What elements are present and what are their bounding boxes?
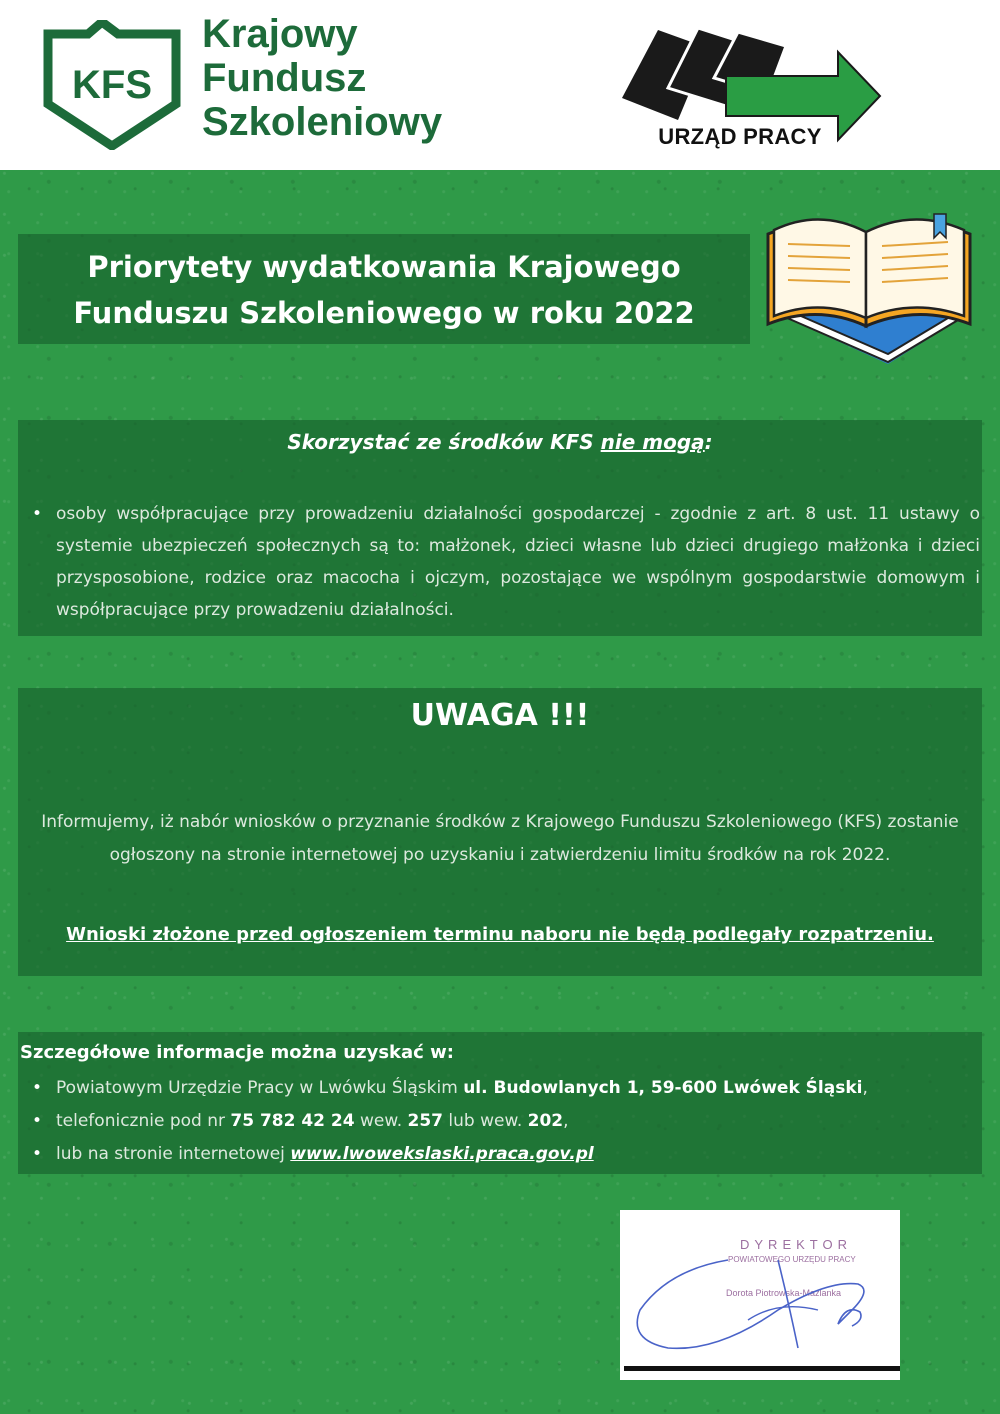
header bbox=[0, 0, 1000, 170]
stamp-title: DYREKTOR bbox=[740, 1237, 852, 1252]
kfs-name-line: Szkoleniowy bbox=[202, 100, 443, 144]
warning-body: Informujemy, iż nabór wniosków o przyznanie środków z Krajowego Funduszu Szkoleniowego (KFS) zostanie ogłoszony na stronie internetowej po uzyskaniu i zatwierdzeniu limitu środków na rok 2022. bbox=[41, 812, 959, 865]
phone-suffix: , bbox=[563, 1111, 569, 1131]
warning-note: Wnioski złożone przed ogłoszeniem terminu naboru nie będą podlegały rozpatrzeniu. bbox=[66, 924, 934, 945]
exclusions-heading-suffix: : bbox=[704, 430, 713, 454]
phone-prefix: telefonicznie pod nr bbox=[56, 1111, 231, 1131]
list-item bbox=[56, 1072, 980, 1105]
phone-number: 75 782 42 24 bbox=[230, 1111, 355, 1131]
handwritten-signature bbox=[628, 1240, 878, 1360]
office-address: ul. Budowlanych 1, 59-600 Lwówek Śląski bbox=[463, 1078, 863, 1098]
office-prefix: Powiatowym Urzędzie Pracy w Lwówku Śląskim bbox=[56, 1078, 464, 1098]
office-suffix: , bbox=[862, 1078, 868, 1098]
warning-panel bbox=[18, 688, 982, 976]
phone-ext-1: 257 bbox=[407, 1111, 444, 1131]
kfs-logo-text: KFS bbox=[72, 63, 152, 107]
book-icon bbox=[738, 194, 978, 384]
warning-heading: UWAGA !!! bbox=[410, 698, 590, 733]
title-line: Funduszu Szkoleniowego w roku 2022 bbox=[73, 296, 695, 330]
phone-ext-2: 202 bbox=[527, 1111, 564, 1131]
page-title bbox=[18, 244, 750, 336]
kfs-name bbox=[202, 12, 442, 144]
exclusions-panel bbox=[18, 420, 982, 636]
urzad-pracy-label: URZĄD PRACY bbox=[658, 124, 822, 149]
kfs-name-line: Krajowy bbox=[202, 12, 358, 56]
exclusions-heading-emphasis: nie mogą bbox=[600, 430, 705, 454]
stamp-organization: POWIATOWEGO URZĘDU PRACY bbox=[728, 1255, 856, 1264]
title-panel bbox=[18, 234, 750, 344]
title-line: Priorytety wydatkowania Krajowego bbox=[87, 250, 681, 284]
exclusions-heading-prefix: Skorzystać ze środków KFS bbox=[287, 430, 601, 454]
list-item bbox=[56, 1105, 980, 1138]
exclusions-list bbox=[56, 498, 980, 626]
phone-or: lub wew. bbox=[443, 1111, 528, 1131]
stamp-name: Dorota Piotrowska-Mazlanka bbox=[726, 1288, 842, 1298]
exclusions-heading bbox=[18, 430, 982, 454]
info-list bbox=[56, 1072, 980, 1171]
phone-ext-label: wew. bbox=[354, 1111, 408, 1131]
web-prefix: lub na stronie internetowej bbox=[56, 1144, 291, 1164]
website-link[interactable]: www.lwowekslaski.praca.gov.pl bbox=[290, 1144, 594, 1164]
list-item bbox=[56, 1138, 980, 1171]
kfs-logo bbox=[42, 20, 182, 150]
info-heading: Szczegółowe informacje można uzyskać w: bbox=[20, 1042, 454, 1063]
signature-line bbox=[624, 1366, 900, 1371]
list-item: • osoby współpracujące przy prowadzeniu działalności gospodarczej - zgodnie z art. 8 ust. 11 ustawy o systemie ubezpieczeń społecznych są to: małżonek, dzieci własne lub dzieci drugiego małżonka i dzieci przysposobione, rodzice oraz macocha i ojczym, pozostające we wspólnym gospodarstwie domowym i współpracujące przy prowadzeniu działalności. bbox=[56, 498, 980, 626]
kfs-name-line: Fundusz bbox=[202, 56, 367, 100]
poster bbox=[0, 170, 1000, 1414]
info-panel bbox=[18, 1032, 982, 1174]
